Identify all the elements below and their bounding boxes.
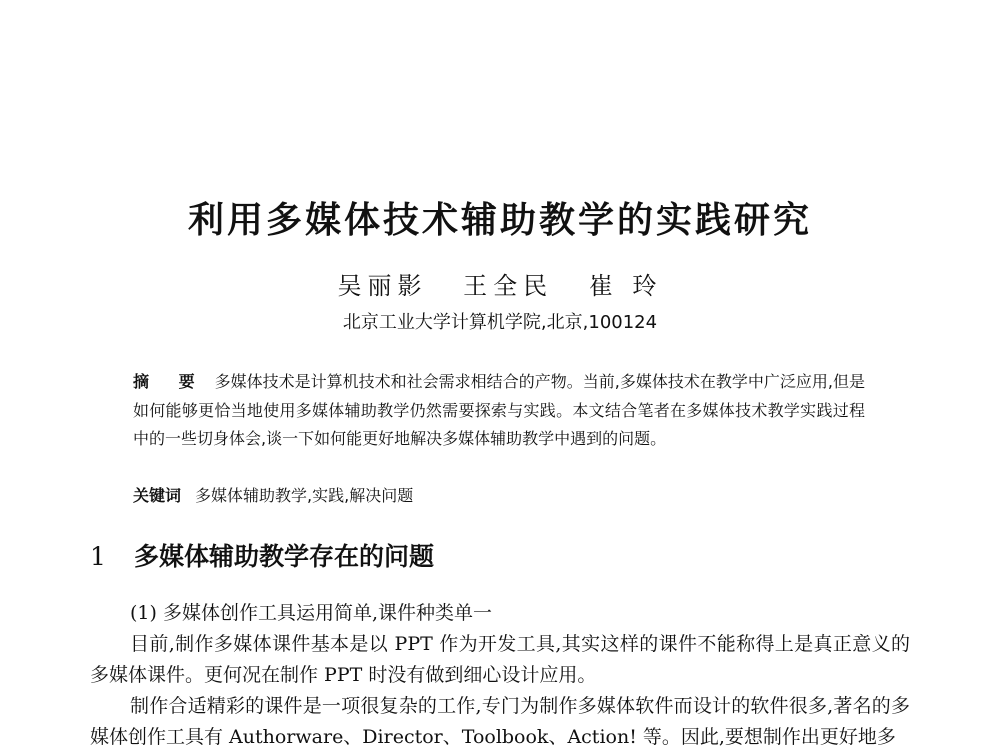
section-heading xyxy=(90,538,434,576)
subsection-heading: (1) 多媒体创作工具运用简单,课件种类单一 xyxy=(130,602,492,624)
keywords-text: 多媒体辅助教学,实践,解决问题 xyxy=(195,486,414,505)
abstract-text: 多媒体技术是计算机技术和社会需求相结合的产物。当前,多媒体技术在教学中广泛应用,但是如何能够更恰当地使用多媒体辅助教学仍然需要探索与实践。本文结合笔者在多媒体技术教学实践过程中的一些切身体会,谈一下如何能更好地解决多媒体辅助教学中遇到的问题。 xyxy=(133,372,865,448)
abstract-block xyxy=(133,368,865,454)
paper-title: 利用多媒体技术辅助教学的实践研究 xyxy=(187,200,812,241)
author-affiliation: 北京工业大学计算机学院,北京,100124 xyxy=(342,312,658,333)
keywords-block xyxy=(133,482,865,510)
author-name: 吴丽影 xyxy=(337,272,428,300)
abstract-label: 摘 要 xyxy=(133,372,207,391)
section-title: 多媒体辅助教学存在的问题 xyxy=(134,542,435,571)
author-list xyxy=(0,269,1000,303)
body-paragraph: 制作合适精彩的课件是一项很复杂的工作,专门为制作多媒体软件而设计的软件很多,著名的多媒体创作工具有 Authorware、Director、Toolbook、Action! 等。因此,要想制作出更好地多 xyxy=(90,695,910,748)
body-text xyxy=(90,598,910,753)
section-number: 1 xyxy=(90,542,106,571)
author-name: 王全民 xyxy=(463,272,554,300)
keywords-label: 关键词 xyxy=(133,486,182,505)
author-name: 崔 玲 xyxy=(588,272,663,300)
body-paragraph: 目前,制作多媒体课件基本是以 PPT 作为开发工具,其实这样的课件不能称得上是真正意义的多媒体课件。更何况在制作 PPT 时没有做到细心设计应用。 xyxy=(90,633,910,686)
